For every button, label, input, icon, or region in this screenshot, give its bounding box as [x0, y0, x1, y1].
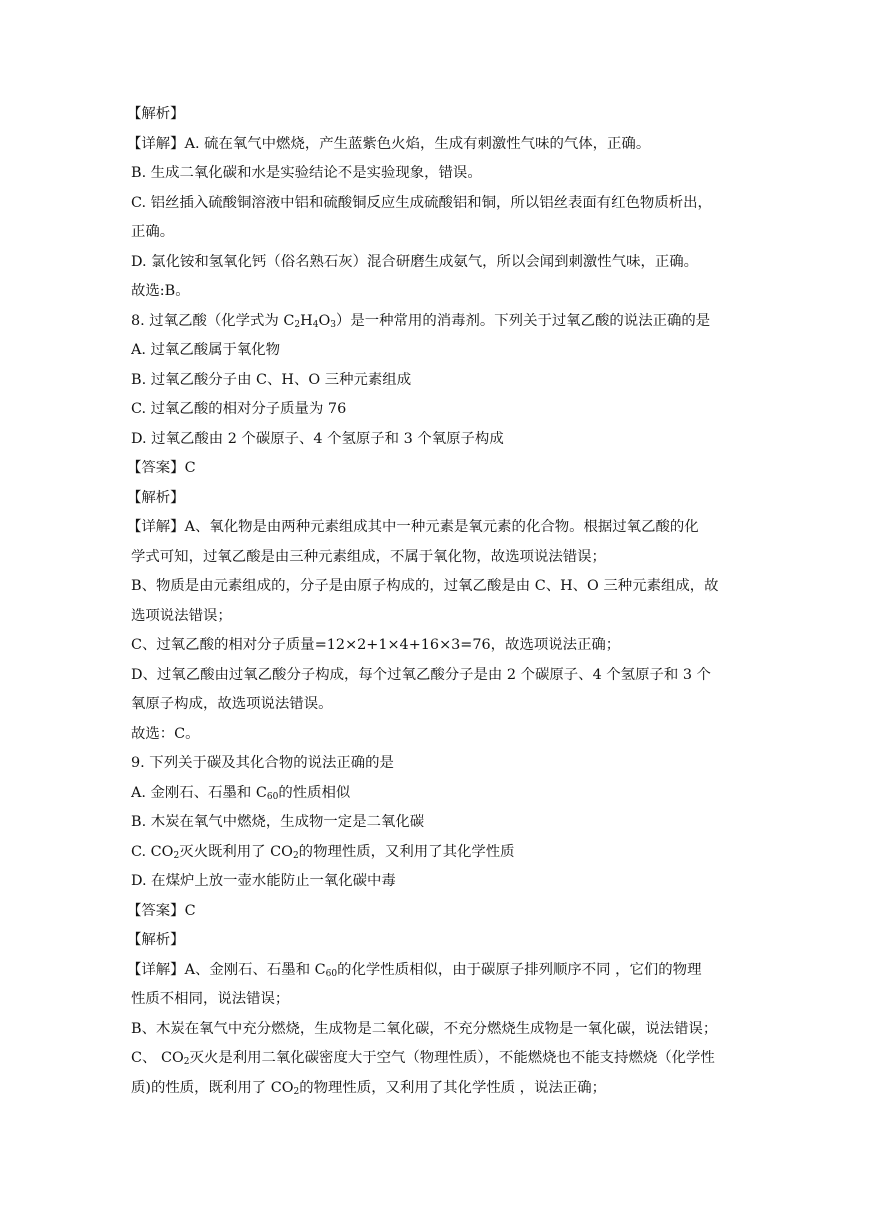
option-text: 的物理性质，又利用了其化学性质 [298, 843, 515, 860]
detail-text: C、 CO [131, 1050, 184, 1066]
question-text: 8. 过氧乙酸（化学式为 C [131, 312, 295, 329]
detail-text: 的物理性质，又利用了其化学性质 ，说法正确； [299, 1079, 607, 1096]
option-analysis-continued: 正确。 [131, 224, 175, 240]
option-b: B. 过氧乙酸分子由 C、H、O 三种元素组成 [131, 371, 412, 388]
subscript: 2 [173, 850, 180, 861]
analysis-heading: 【解析】 [127, 932, 185, 948]
detail-paragraph: C、过氧乙酸的相对分子质量=12×2+1×4+16×3=76，故选项说法正确； [131, 637, 621, 653]
subscript: 3 [330, 319, 336, 330]
option-b: B. 木炭在氧气中燃烧，生成物一定是二氧化碳 [131, 814, 425, 830]
option-analysis: C. 铝丝插入硫酸铜溶液中铝和硫酸铜反应生成硫酸铝和铜，所以铝丝表面有红色物质析出， [131, 194, 712, 211]
answer-line: 【答案】C [127, 460, 196, 476]
detail-paragraph: B、物质是由元素组成的，分子是由原子构成的，过氧乙酸是由 C、H、O 三种元素组成，故 [131, 578, 719, 594]
question-text: O [318, 312, 331, 329]
detail-paragraph: D、过氧乙酸由过氧乙酸分子构成，每个过氧乙酸分子是由 2 个碳原子、4 个氢原子和 3 个 [131, 666, 711, 683]
option-a [131, 779, 745, 809]
detail-paragraph-continued: 氧原子构成，故选项说法错误。 [131, 696, 333, 712]
analysis-heading: 【解析】 [127, 106, 185, 122]
subscript: 4 [312, 319, 319, 330]
question-stem [131, 307, 745, 337]
option-text: C. CO [131, 843, 174, 860]
detail-text: 质)的性质，既利用了 CO [131, 1079, 294, 1096]
subscript: 60 [266, 791, 279, 802]
subscript: 2 [183, 1057, 190, 1067]
question-stem: 9. 下列关于碳及其化合物的说法正确的是 [131, 755, 394, 771]
subscript: 60 [325, 968, 338, 979]
detail-text: 【详解】A、金刚石、石墨和 C [127, 961, 326, 978]
detail-paragraph [131, 1044, 745, 1074]
detail-paragraph-continued: 选项说法错误； [131, 607, 232, 624]
detail-paragraph: 【详解】A、氧化物是由两种元素组成其中一种元素是氧元素的化合物。根据过氧乙酸的化 [127, 519, 699, 535]
answer-line: 【答案】C [127, 902, 196, 919]
answer-choice: 故选：C。 [131, 725, 200, 742]
option-text: 灭火既利用了 CO [179, 843, 293, 860]
option-text: A. 金刚石、石墨和 C [131, 784, 267, 801]
subscript: 2 [294, 319, 301, 330]
detail-paragraph [127, 956, 745, 986]
subscript: 2 [292, 850, 299, 861]
option-c: C. 过氧乙酸的相对分子质量为 76 [131, 401, 347, 417]
subscript: 2 [293, 1086, 300, 1097]
detail-paragraph-continued [131, 1074, 745, 1104]
option-c [131, 838, 745, 868]
question-text: H [300, 312, 313, 329]
option-text: 的性质相似 [278, 784, 351, 801]
detail-paragraph-continued: 性质不相同，说法错误； [131, 991, 290, 1007]
detail-text: 灭火是利用二氧化碳密度大于空气（物理性质），不能燃烧也不能支持燃烧（化学性 [189, 1050, 715, 1066]
option-analysis: B. 生成二氧化碳和水是实验结论不是实验现象，错误。 [131, 165, 482, 181]
question-text: ）是一种常用的消毒剂。下列关于过氧乙酸的说法正确的是 [335, 312, 711, 329]
analysis-heading: 【解析】 [127, 489, 185, 506]
detail-paragraph-continued: 学式可知，过氧乙酸是由三种元素组成，不属于氧化物，故选项说法错误； [131, 548, 606, 565]
answer-choice: 故选:B。 [131, 283, 190, 299]
document-body [127, 100, 745, 1103]
option-d: D. 过氧乙酸由 2 个碳原子、4 个氢原子和 3 个氧原子构成 [131, 430, 504, 447]
option-a: A. 过氧乙酸属于氧化物 [131, 342, 281, 358]
option-analysis: D. 氯化铵和氢氧化钙（俗名熟石灰）混合研磨生成氨气，所以会闻到刺激性气味，正确。 [131, 253, 699, 270]
detail-text: 的化学性质相似，由于碳原子排列顺序不同 ，它们的物理 [337, 961, 702, 978]
detail-paragraph: B、木炭在氧气中充分燃烧，生成物是二氧化碳，不充分燃烧生成物是一氧化碳，说法错误； [131, 1020, 718, 1037]
option-d: D. 在煤炉上放一壶水能防止一氧化碳中毒 [131, 873, 396, 889]
detail-paragraph: 【详解】A. 硫在氧气中燃烧，产生蓝紫色火焰，生成有刺激性气味的气体，正确。 [127, 135, 651, 152]
